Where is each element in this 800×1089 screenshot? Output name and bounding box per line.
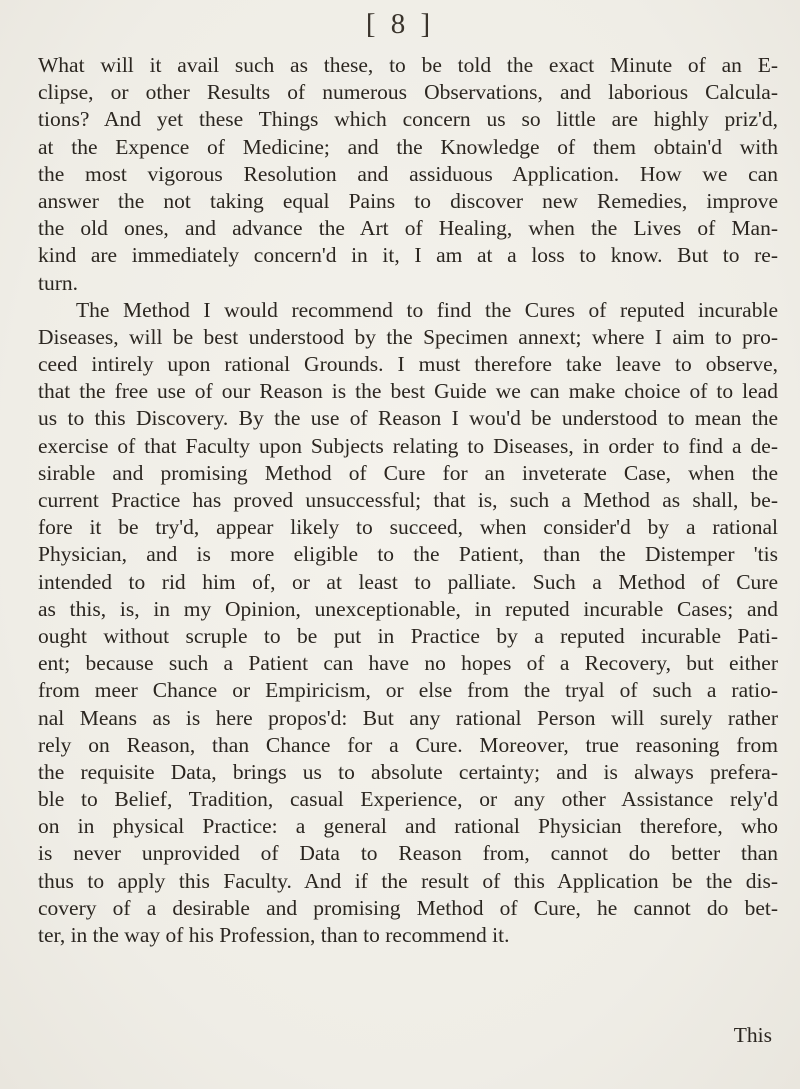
text-line: on in physical Practice: a general and rational Physician therefore, who (38, 814, 778, 839)
text-line: ought without scruple to be put in Practice by a reputed incurable Pati- (38, 623, 778, 648)
text-line: current Practice has proved unsuccessful; that is, such a Method as shall, be- (38, 488, 778, 512)
text-line: ceed intirely upon rational Grounds. I must therefore take leave to observe, (38, 352, 778, 377)
text-line: The Method I would recommend to find the Cures of reputed incurable (76, 297, 778, 322)
text-line: ent; because such a Patient can have no hopes of a Recovery, but either (38, 651, 778, 676)
text-line: ble to Belief, Tradition, casual Experience, or any other Assistance rely'd (38, 787, 778, 812)
page-number: [ 8 ] (365, 8, 435, 40)
text-line: us to this Discovery. By the use of Reason I wou'd be understood to mean the (38, 406, 778, 431)
text-line: ter, in the way of his Profession, than to recommend it. (38, 923, 510, 947)
text-line: clipse, or other Results of numerous Observations, and laborious Calcula- (38, 80, 778, 105)
text-line: covery of a desirable and promising Method of Cure, he cannot do bet- (38, 895, 778, 920)
catchword: This (733, 1023, 772, 1047)
text-line: Physician, and is more eligible to the Patient, than the Distemper 'tis (38, 542, 778, 567)
text-line: at the Expence of Medicine; and the Knowledge of them obtain'd with (38, 134, 778, 159)
text-line: from meer Chance or Empiricism, or else from the tryal of such a ratio- (38, 678, 778, 703)
text-line: rely on Reason, than Chance for a Cure. Moreover, true reasoning from (38, 732, 778, 757)
text-line: kind are immediately concern'd in it, I am at a loss to know. But to re- (38, 243, 778, 268)
text-line: thus to apply this Faculty. And if the result of this Application be the dis- (38, 868, 778, 893)
text-line: the most vigorous Resolution and assiduous Application. How we can (38, 161, 778, 186)
text-line: that the free use of our Reason is the best Guide we can make choice of to lead (38, 379, 778, 404)
text-line: nal Means as is here propos'd: But any rational Person will surely rather (38, 705, 778, 730)
text-line: turn. (38, 270, 79, 295)
text-line: the requisite Data, brings us to absolute certainty; and is always prefera- (38, 759, 778, 784)
text-line: is never unprovided of Data to Reason from, cannot do better than (38, 841, 778, 866)
text-line: as this, is, in my Opinion, unexceptionable, in reputed incurable Cases; and (38, 596, 778, 621)
body-text (38, 52, 778, 949)
text-line: sirable and promising Method of Cure for an inveterate Case, when the (38, 460, 778, 485)
text-line: intended to rid him of, or at least to palliate. Such a Method of Cure (38, 569, 778, 594)
text-line: exercise of that Faculty upon Subjects relating to Diseases, in order to find a de- (38, 433, 778, 458)
text-line: tions? And yet these Things which concern us so little are highly priz'd, (38, 107, 778, 132)
text-line: What will it avail such as these, to be told the exact Minute of an E- (38, 53, 778, 77)
text-line: fore it be try'd, appear likely to succeed, when consider'd by a rational (38, 515, 778, 540)
text-line: Diseases, will be best understood by the Specimen annext; where I aim to pro- (38, 324, 778, 349)
text-line: answer the not taking equal Pains to discover new Remedies, improve (38, 188, 778, 213)
text-line: the old ones, and advance the Art of Healing, when the Lives of Man- (38, 216, 778, 241)
